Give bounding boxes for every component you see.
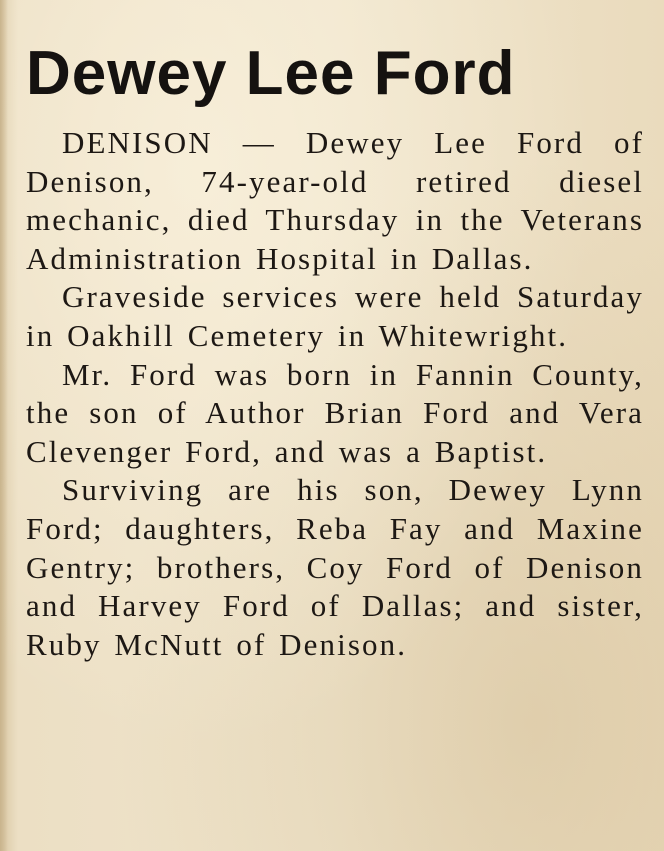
torn-edge xyxy=(0,0,8,851)
obituary-headline: Dewey Lee Ford xyxy=(26,39,516,108)
obituary-paragraph-biography: Mr. Ford was born in Fannin County, the son of Author Brian Ford and Vera Clevenger Ford, and was a Baptist. xyxy=(26,356,644,469)
obituary-paragraph-survivors: Surviving are his son, Dewey Lynn Ford; daughters, Reba Fay and Maxine Gentry; brothers, Coy Ford of Denison and Harvey Ford of Dallas; and sister, Ruby McNutt of Denison. xyxy=(26,472,644,662)
obituary-paragraph-services: Graveside services were held Saturday in Oakhill Cemetery in Whitewright. xyxy=(26,279,644,353)
obituary-paragraph-death-notice: DENISON — Dewey Lee Ford of Denison, 74-year-old retired diesel mechanic, died Thursday in the Veterans Administration Hospital in Dallas. xyxy=(26,125,644,276)
